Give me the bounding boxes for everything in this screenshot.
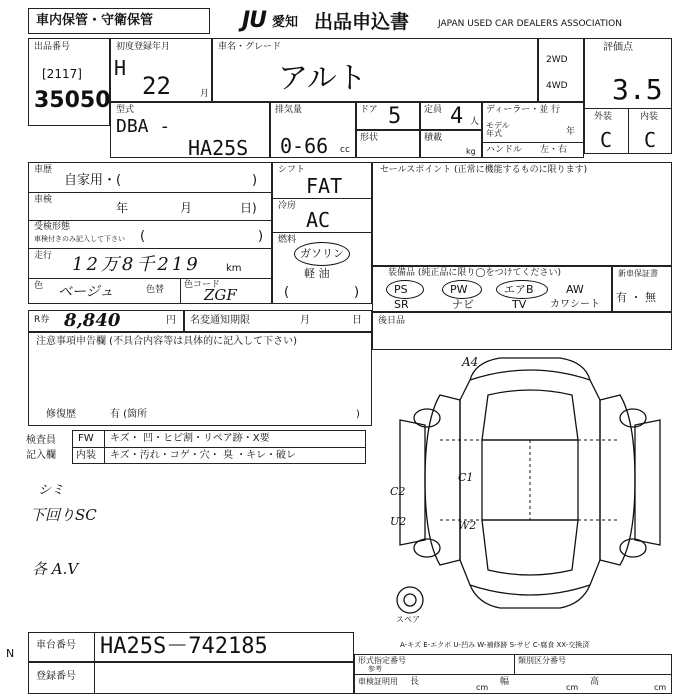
shift-label: シフト <box>278 165 306 175</box>
receipt-note: 車検付きのみ記入して下さい <box>34 235 125 243</box>
grade-label: 評価点 <box>603 42 633 53</box>
usage-close: ) <box>252 173 258 188</box>
diagram-mark-c2: C2 <box>390 485 406 498</box>
inspector-row1-items: キズ・ 凹・ヒビ割・リペア跡・X要 <box>110 433 270 444</box>
side-mark: N <box>6 647 15 660</box>
cert-width: 幅 <box>500 677 510 687</box>
type-prefix: DBA - <box>116 116 171 137</box>
dealer-label: ディーラー・並 行 <box>486 105 561 115</box>
diagram-mark-u2: U2 <box>390 515 407 528</box>
cert-label: 車検証明用 <box>358 677 398 686</box>
shift-value: FAT <box>306 174 343 198</box>
form-ref: 参考 <box>368 665 382 673</box>
car-name: アルト <box>278 61 367 96</box>
recycle-unit: 円 <box>166 315 176 326</box>
capacity-value: 4 <box>450 104 464 129</box>
inspection-day: 日) <box>240 201 257 215</box>
spare-label: スペア <box>396 615 420 624</box>
first-reg-year: 22 <box>142 72 171 100</box>
color-code-value: ZGF <box>204 286 237 304</box>
note-line-3: 各 A.V <box>32 560 79 578</box>
load-label: 積載 <box>424 133 443 143</box>
mileage-value: 12万8千219 <box>72 254 201 275</box>
equipment-sr: SR <box>394 298 409 311</box>
usage-label: 車歴 <box>34 165 53 175</box>
type-label: 型式 <box>116 105 135 115</box>
model-year-unit: 年 <box>566 127 576 137</box>
after-days-label: 後日品 <box>378 316 406 326</box>
mileage-label: 走行 <box>34 251 53 261</box>
note-line-2: 下回りSC <box>30 506 97 524</box>
drive-2wd: 2WD <box>546 55 568 65</box>
inspector-label-bottom: 記入欄 <box>26 450 56 461</box>
chassis-label: 車台番号 <box>36 640 76 651</box>
name-change-day: 日 <box>352 315 362 326</box>
equipment-label: 装備品 (純正品に限り◯をつけてください) <box>388 268 561 278</box>
displacement-label: 排気量 <box>275 105 303 115</box>
ju-logo: JU <box>242 8 267 33</box>
interior-label: 内装 <box>640 112 659 122</box>
diagram-legend: A-キズ E-エクボ U-凹み W-補修跡 S-サビ C-腐食 XX-交換済 <box>400 641 590 649</box>
fuel-paren-close: ) <box>354 285 360 300</box>
equipment-aw: AW <box>566 283 584 296</box>
lot-code: [2117] <box>42 67 82 81</box>
region-label: 愛知 <box>272 15 299 30</box>
inspection-month: 月 <box>180 201 193 215</box>
warranty-value: 有 ・ 無 <box>616 291 656 304</box>
cert-width-cm: cm <box>566 683 579 692</box>
note-line-1: シミ <box>38 483 65 498</box>
cert-height: 高 <box>590 677 600 687</box>
capacity-label: 定員 <box>424 105 443 115</box>
color-change-label: 色替 <box>146 285 165 295</box>
equipment-ps: PS <box>394 283 408 296</box>
exterior-label: 外装 <box>594 112 613 122</box>
shape-label: 形状 <box>360 133 379 143</box>
recycle-label: R券 <box>34 315 50 325</box>
color-code-label: 色コード <box>184 280 221 290</box>
sales-point-label: セールスポイント (正常に機能するものに限ります) <box>380 165 588 175</box>
diagram-mark-c1: C1 <box>458 471 474 484</box>
fuel-paren-open: ( <box>284 285 290 300</box>
cert-length: 長 <box>410 677 420 687</box>
repair-value: 有 (箇所 <box>110 409 148 420</box>
model-year-label: モデル年式 <box>486 121 510 138</box>
displacement-value: 0-66 <box>280 134 329 158</box>
fuel-diesel: 軽 油 <box>304 267 330 280</box>
diagram-mark-a4: A4 <box>462 355 479 369</box>
exterior-value: C <box>600 128 613 152</box>
inspector-label-top: 検査員 <box>26 435 56 446</box>
doors-value: 5 <box>388 104 402 129</box>
receipt-paren-open: ( <box>140 229 146 244</box>
fuel-label: 燃料 <box>278 235 297 245</box>
model-grade-label: 車名・グレード <box>218 42 282 52</box>
cert-row-divider <box>354 674 672 675</box>
association-name: JAPAN USED CAR DEALERS ASSOCIATION <box>438 19 622 29</box>
fuel-petrol: ガソリン <box>300 247 344 260</box>
chassis-value: HA25S－742185 <box>100 634 268 659</box>
storage-label: 車内保管・守衛保管 <box>36 13 154 28</box>
cert-mid-divider <box>514 654 515 674</box>
equipment-pw: PW <box>450 283 468 296</box>
cooler-label: 冷房 <box>278 201 297 211</box>
handle-label: ハンドル <box>486 145 523 155</box>
diagram-mark-w2: W2 <box>458 519 477 532</box>
reg-label: 登録番号 <box>36 671 76 682</box>
doors-label: ドア <box>360 105 378 115</box>
lot-number: 35050 <box>34 88 111 113</box>
notes-label: 注意事項申告欄 (不具合内容等は具体的に記入して下さい) <box>36 336 297 347</box>
equipment-airbag: エアB <box>504 283 534 296</box>
type-value: HA25S <box>188 136 249 160</box>
repair-close: ) <box>356 409 360 420</box>
receipt-paren-close: ) <box>258 229 264 244</box>
drive-4wd: 4WD <box>546 81 568 91</box>
recycle-value: 8,840 <box>64 310 121 331</box>
displacement-unit: cc <box>340 145 350 155</box>
interior-value: C <box>644 128 657 152</box>
color-label: 色 <box>34 281 44 291</box>
equipment-tv: TV <box>512 298 527 311</box>
reg-box <box>28 662 354 694</box>
equipment-navi: ナビ <box>452 298 474 311</box>
repair-label: 修復歴 <box>46 409 76 420</box>
capacity-unit: 人 <box>470 117 480 127</box>
lot-label: 出品番号 <box>34 42 71 52</box>
first-reg-label: 初度登録年月 <box>116 42 171 52</box>
name-change-label: 名変通知期限 <box>190 315 250 326</box>
inspector-row1-label: FW <box>78 433 94 444</box>
grade-value: 3.5 <box>612 73 663 106</box>
inspector-row2-label: 内装 <box>76 450 96 461</box>
form-title: 出品申込書 <box>314 11 410 33</box>
usage-value: 自家用・( <box>64 173 122 188</box>
color-value: ベージュ <box>58 284 114 300</box>
inspection-label: 車検 <box>34 195 53 205</box>
inspection-year: 年 <box>116 201 129 215</box>
warranty-label: 新車保証書 <box>618 269 658 278</box>
equipment-leather: カワシート <box>550 299 600 310</box>
handle-options: 左・右 <box>540 145 568 155</box>
load-unit: kg <box>466 147 476 156</box>
form-designation-label: 形式指定番号 <box>358 656 406 665</box>
cert-height-cm: cm <box>654 683 667 692</box>
inspector-row2-items: キズ・汚れ・コゲ・穴・ 臭 ・キレ・破レ <box>110 450 297 461</box>
cert-length-cm: cm <box>476 683 489 692</box>
category-label: 類別区分番号 <box>518 656 566 665</box>
name-change-month: 月 <box>300 315 310 326</box>
receipt-label: 受検形態 <box>34 222 71 232</box>
cooler-value: AC <box>306 208 331 232</box>
first-reg-month-unit: 月 <box>200 89 210 99</box>
first-reg-era: H <box>114 56 127 80</box>
mileage-unit: km <box>226 263 242 274</box>
